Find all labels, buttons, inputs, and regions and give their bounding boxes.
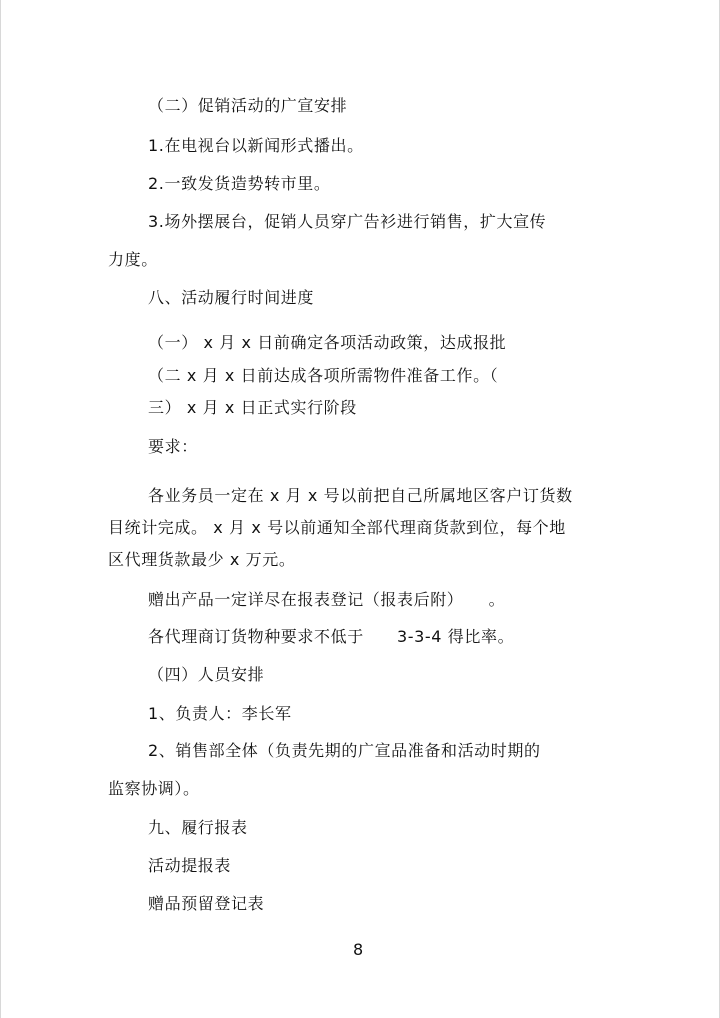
section-heading-staffing: （四）人员安排 — [148, 665, 265, 684]
schedule-item-3: 三） x 月 x 日正式实行阶段 — [148, 398, 357, 417]
paragraph-item-1-tv-news: 1.在电视台以新闻形式播出。 — [148, 136, 364, 155]
schedule-item-1: （一） x 月 x 日前确定各项活动政策，达成报批 — [148, 333, 507, 352]
paragraph-item-2-shipping: 2.一致发货造势转市里。 — [148, 174, 331, 193]
staffing-item-2-continued: 监察协调）。 — [108, 779, 200, 798]
requirement-paragraph-line-1: 各业务员一定在 x 月 x 号以前把自己所属地区客户订货数 — [148, 486, 573, 505]
requirement-paragraph-line-2: 目统计完成。 x 月 x 号以前通知全部代理商货款到位，每个地 — [108, 518, 566, 537]
paragraph-item-3-booth: 3.场外摆展台，促销人员穿广告衫进行销售，扩大宣传 — [148, 212, 547, 231]
section-heading-reports: 九、履行报表 — [148, 818, 248, 837]
staffing-item-1: 1、负责人：李长军 — [148, 704, 292, 723]
order-ratio-paragraph: 各代理商订货物种要求不低于 3-3-4 得比率。 — [148, 627, 515, 646]
schedule-item-2: （二 x 月 x 日前达成各项所需物件准备工作。（ — [148, 366, 499, 385]
paragraph-item-3-continued: 力度。 — [108, 250, 158, 269]
gift-registration-paragraph: 赠出产品一定详尽在报表登记（报表后附） 。 — [148, 590, 506, 609]
requirements-label: 要求： — [148, 437, 198, 456]
report-item-gift-reservation: 赠品预留登记表 — [148, 894, 265, 913]
page-edge-left — [0, 0, 1, 1018]
requirement-paragraph-line-3: 区代理货款最少 x 万元。 — [108, 550, 296, 569]
report-item-activity: 活动提报表 — [148, 856, 232, 875]
section-heading-schedule: 八、活动履行时间进度 — [148, 288, 315, 307]
staffing-item-2: 2、销售部全体（负责先期的广宣品准备和活动时期的 — [148, 741, 541, 760]
page-number: 8 — [353, 940, 364, 959]
section-heading-promotion-advertising: （二）促销活动的广宣安排 — [148, 96, 348, 115]
